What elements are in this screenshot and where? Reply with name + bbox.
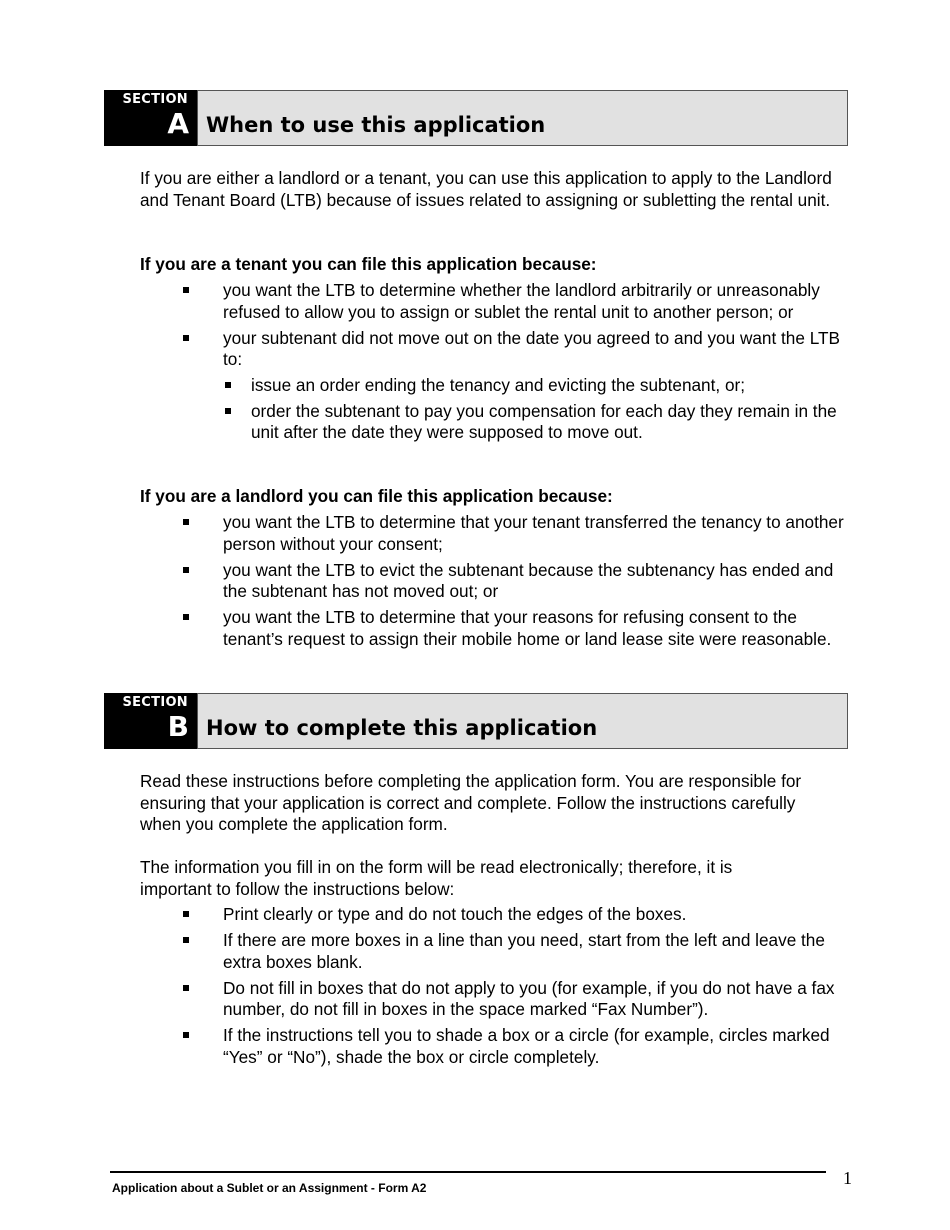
bullet-icon: [183, 567, 189, 573]
list-item-text: you want the LTB to determine that your tenant transferred the tenancy to another person without your consent;: [223, 512, 844, 554]
landlord-heading: If you are a landlord you can file this application because:: [140, 486, 613, 506]
list-item-text: If the instructions tell you to shade a box or a circle (for example, circles marked “Yes” or “No”), shade the box or circle completely.: [223, 1025, 830, 1067]
bullet-icon: [183, 937, 189, 943]
list-item-text: issue an order ending the tenancy and evicting the subtenant, or;: [251, 374, 745, 395]
section-a-title: When to use this application: [206, 113, 546, 137]
bullet-icon: [183, 335, 189, 341]
section-b-label-box: [104, 693, 197, 749]
bullet-icon: [183, 1032, 189, 1038]
bullet-icon: [183, 985, 189, 991]
section-b-header: [104, 693, 848, 749]
list-item-text: order the subtenant to pay you compensation for each day they remain in the unit after the date they were supposed to move out.: [251, 400, 837, 442]
section-a-label-box: [104, 90, 197, 146]
instructions-list: [140, 904, 860, 1073]
section-a-label: SECTION: [122, 92, 188, 107]
list-item: [140, 280, 860, 323]
list-item: [140, 930, 860, 973]
bullet-icon: [183, 287, 189, 293]
list-item-text: you want the LTB to determine that your reasons for refusing consent to the tenant’s request to assign their mobile home or land lease site were reasonable.: [223, 607, 832, 649]
list-item-text: Print clearly or type and do not touch the edges of the boxes.: [223, 904, 687, 924]
tenant-heading: If you are a tenant you can file this application because:: [140, 254, 597, 274]
section-b-label: SECTION: [122, 695, 188, 710]
section-b-letter: B: [167, 710, 189, 743]
section-a-header: [104, 90, 848, 146]
list-item-text: you want the LTB to evict the subtenant because the subtenancy has ended and the subtenant has not moved out; or: [223, 559, 834, 601]
list-item-text: you want the LTB to determine whether the landlord arbitrarily or unreasonably refused to allow you to assign or sublet the rental unit to another person; or: [223, 280, 820, 322]
tenant-list: [140, 280, 860, 448]
footer-form-title: Application about a Sublet or an Assignment - Form A2: [112, 1181, 427, 1195]
list-item-text: your subtenant did not move out on the date you agreed to and you want the LTB to:: [223, 327, 840, 369]
list-item: [140, 328, 860, 444]
list-item: [140, 904, 860, 926]
sub-list-item: [223, 401, 860, 444]
list-item: [140, 512, 860, 555]
footer-divider: [110, 1171, 826, 1173]
section-b-title: How to complete this application: [206, 716, 598, 740]
list-item: [140, 978, 860, 1021]
bullet-icon: [183, 911, 189, 917]
bullet-icon: [183, 519, 189, 525]
bullet-icon: [225, 408, 231, 414]
section-b-para2: The information you fill in on the form will be read electronically; therefore, it is important to follow the instructions below:: [140, 857, 733, 899]
list-item-text: Do not fill in boxes that do not apply to you (for example, if you do not have a fax number, do not fill in boxes in the space marked “Fax Number”).: [223, 977, 835, 1019]
section-b-titlebar: [197, 693, 848, 749]
landlord-list: [140, 512, 860, 655]
section-b-para1: Read these instructions before completing the application form. You are responsible for ensuring that your application is correct and complete. Follow the instructions carefully when you complete the application form.: [140, 771, 802, 834]
list-item-text: If there are more boxes in a line than you need, start from the left and leave the extra boxes blank.: [223, 930, 825, 972]
page-number: 1: [843, 1168, 852, 1188]
bullet-icon: [225, 382, 231, 388]
list-item: [140, 607, 860, 650]
list-item: [140, 560, 860, 603]
section-a-intro: If you are either a landlord or a tenant, you can use this application to apply to the Landlord and Tenant Board (LTB) because of issues related to assigning or subletting the rental unit.: [140, 168, 832, 210]
list-item: [140, 1025, 860, 1068]
tenant-sublist: [223, 375, 860, 444]
section-a-titlebar: [197, 90, 848, 146]
section-a-letter: A: [167, 107, 189, 140]
bullet-icon: [183, 614, 189, 620]
sub-list-item: [223, 375, 860, 397]
